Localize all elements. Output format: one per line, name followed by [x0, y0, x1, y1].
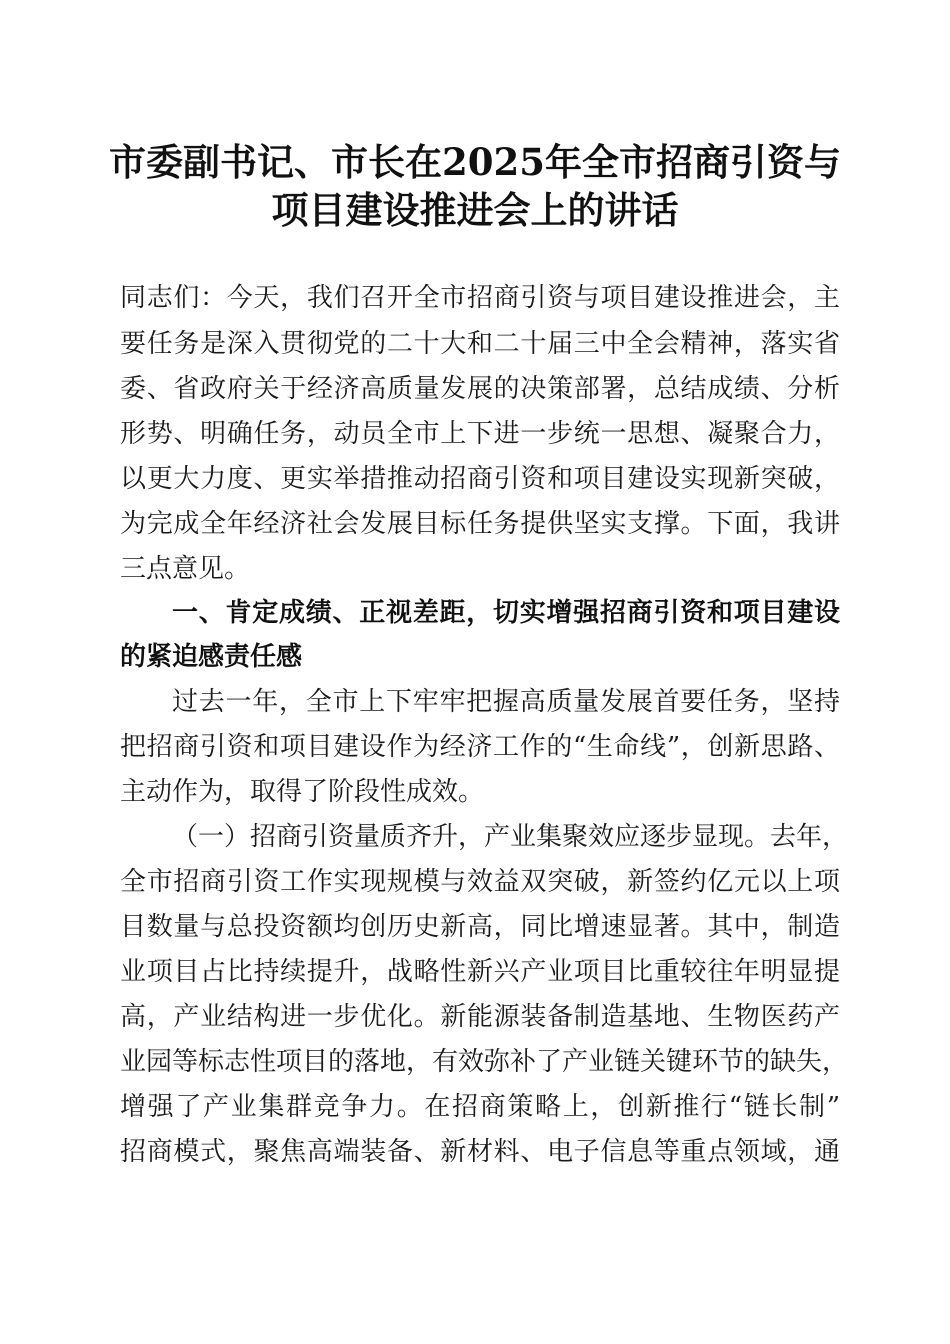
intro-line: 为完成全年经济社会发展目标任务提供坚实支撑。下面，我讲 [120, 509, 840, 539]
section-paragraph-line: 过去一年，全市上下牢牢把握高质量发展首要任务，坚持 [172, 687, 840, 717]
subsection-line: 招商模式，聚焦高端装备、新材料、电子信息等重点领域，通 [120, 1137, 840, 1167]
section-heading-line: 一、肯定成绩、正视差距，切实增强招商引资和项目建设 [172, 598, 840, 628]
intro-line: 委、省政府关于经济高质量发展的决策部署，总结成绩、分析 [120, 374, 840, 404]
intro-line: 形势、明确任务，动员全市上下进一步统一思想、凝聚合力， [120, 419, 840, 449]
section-paragraph-line: 把招商引资和项目建设作为经济工作的“生命线”，创新思路、 [120, 732, 840, 762]
section-paragraph-line: 主动作为，取得了阶段性成效。 [120, 777, 485, 807]
section-heading-line: 的紧迫感责任感 [120, 642, 303, 672]
subsection-line: 增强了产业集群竞争力。在招商策略上，创新推行“链长制” [120, 1092, 840, 1122]
document-title-line-2: 项目建设推进会上的讲话 [271, 188, 679, 232]
intro-line: 要任务是深入贯彻党的二十大和二十届三中全会精神，落实省 [120, 329, 840, 359]
document-title-line-1: 市委副书记、市长在2025年全市招商引资与 [109, 140, 841, 184]
intro-line: 同志们：今天，我们召开全市招商引资与项目建设推进会，主 [120, 283, 840, 313]
subsection-line: 目数量与总投资额均创历史新高，同比增速显著。其中，制造 [120, 912, 840, 942]
subsection-line: 业园等标志性项目的落地，有效弥补了产业链关键环节的缺失， [120, 1047, 849, 1077]
subsection-line: （一）招商引资量质齐升，产业集聚效应逐步显现。去年， [172, 822, 849, 852]
subsection-line: 全市招商引资工作实现规模与效益双突破，新签约亿元以上项 [120, 867, 840, 897]
subsection-line: 高，产业结构进一步优化。新能源装备制造基地、生物医药产 [120, 1002, 840, 1032]
intro-line: 以更大力度、更实举措推动招商引资和项目建设实现新突破， [120, 464, 840, 494]
intro-line: 三点意见。 [120, 554, 251, 584]
subsection-line: 业项目占比持续提升，战略性新兴产业项目比重较往年明显提 [120, 957, 840, 987]
